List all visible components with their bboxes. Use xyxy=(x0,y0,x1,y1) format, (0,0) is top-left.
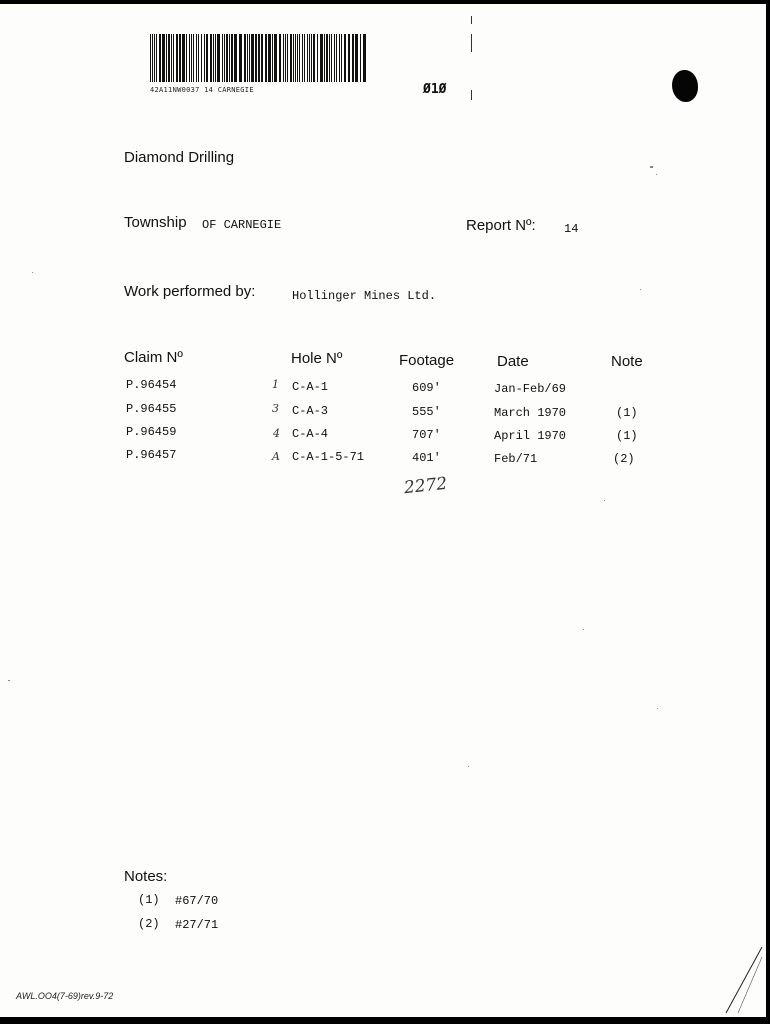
punch-hole xyxy=(672,70,698,102)
document-title: Diamond Drilling xyxy=(124,149,235,166)
margin-mark xyxy=(471,34,472,52)
barcode-text: 42A11NW0037 14 CARNEGIE xyxy=(150,86,254,94)
note-text: #27/71 xyxy=(175,918,219,932)
scan-speck xyxy=(583,629,584,630)
header-date: Date xyxy=(497,353,529,370)
work-performed-value: Hollinger Mines Ltd. xyxy=(292,289,437,303)
note-ref: (1) xyxy=(616,406,638,420)
claim-number: P.96454 xyxy=(126,378,177,392)
handwritten-mark: 3 xyxy=(272,402,279,415)
claim-number: P.96457 xyxy=(126,448,177,462)
scan-speck xyxy=(468,766,469,767)
scan-speck xyxy=(650,166,653,168)
note-ref: (2) xyxy=(613,452,635,466)
work-performed-label: Work performed by: xyxy=(124,283,256,300)
header-footage: Footage xyxy=(399,352,455,369)
footage: 609' xyxy=(412,381,441,395)
footage: 707' xyxy=(412,428,441,442)
hole-number: C-A-1 xyxy=(292,380,329,394)
hole-number: C-A-3 xyxy=(292,404,329,418)
footage: 555' xyxy=(412,405,441,419)
note-text: #67/70 xyxy=(175,894,219,908)
form-identifier: AWL.OO4(7-69)rev.9-72 xyxy=(16,991,114,1001)
township-value: OF CARNEGIE xyxy=(202,218,282,232)
hole-number: C-A-1-5-71 xyxy=(292,450,365,464)
header-hole: Hole Nº xyxy=(291,350,343,367)
footage: 401' xyxy=(412,451,441,465)
scan-speck xyxy=(32,272,33,273)
handwritten-mark: 4 xyxy=(273,427,280,440)
note-number: (1) xyxy=(138,893,160,907)
hole-number: C-A-4 xyxy=(292,427,329,441)
claim-number: P.96459 xyxy=(126,425,177,439)
header-note: Note xyxy=(611,353,643,370)
township-label: Township xyxy=(124,214,187,231)
margin-mark xyxy=(471,90,472,100)
date: April 1970 xyxy=(494,429,567,443)
claim-number: P.96455 xyxy=(126,402,177,416)
scan-speck xyxy=(640,289,641,290)
report-label: Report Nº: xyxy=(466,217,536,234)
handwritten-mark: 1 xyxy=(272,378,279,391)
scan-speck xyxy=(656,174,657,175)
date: Feb/71 xyxy=(494,452,538,466)
scan-speck xyxy=(657,708,658,709)
barcode xyxy=(150,34,366,82)
note-ref: (1) xyxy=(616,429,638,443)
note-number: (2) xyxy=(138,917,160,931)
date: Jan-Feb/69 xyxy=(494,382,567,396)
scan-speck xyxy=(604,500,605,501)
margin-mark xyxy=(471,16,472,24)
date: March 1970 xyxy=(494,406,567,420)
document-code: Ø1Ø xyxy=(423,82,447,97)
scan-speck xyxy=(8,680,10,681)
report-number: 14 xyxy=(564,222,579,236)
document-page xyxy=(0,4,766,1017)
handwritten-mark: A xyxy=(272,450,280,463)
notes-title: Notes: xyxy=(124,868,168,885)
page-corner-fold xyxy=(724,947,764,1017)
header-claim: Claim Nº xyxy=(124,349,183,366)
handwritten-total: 2272 xyxy=(403,473,449,499)
